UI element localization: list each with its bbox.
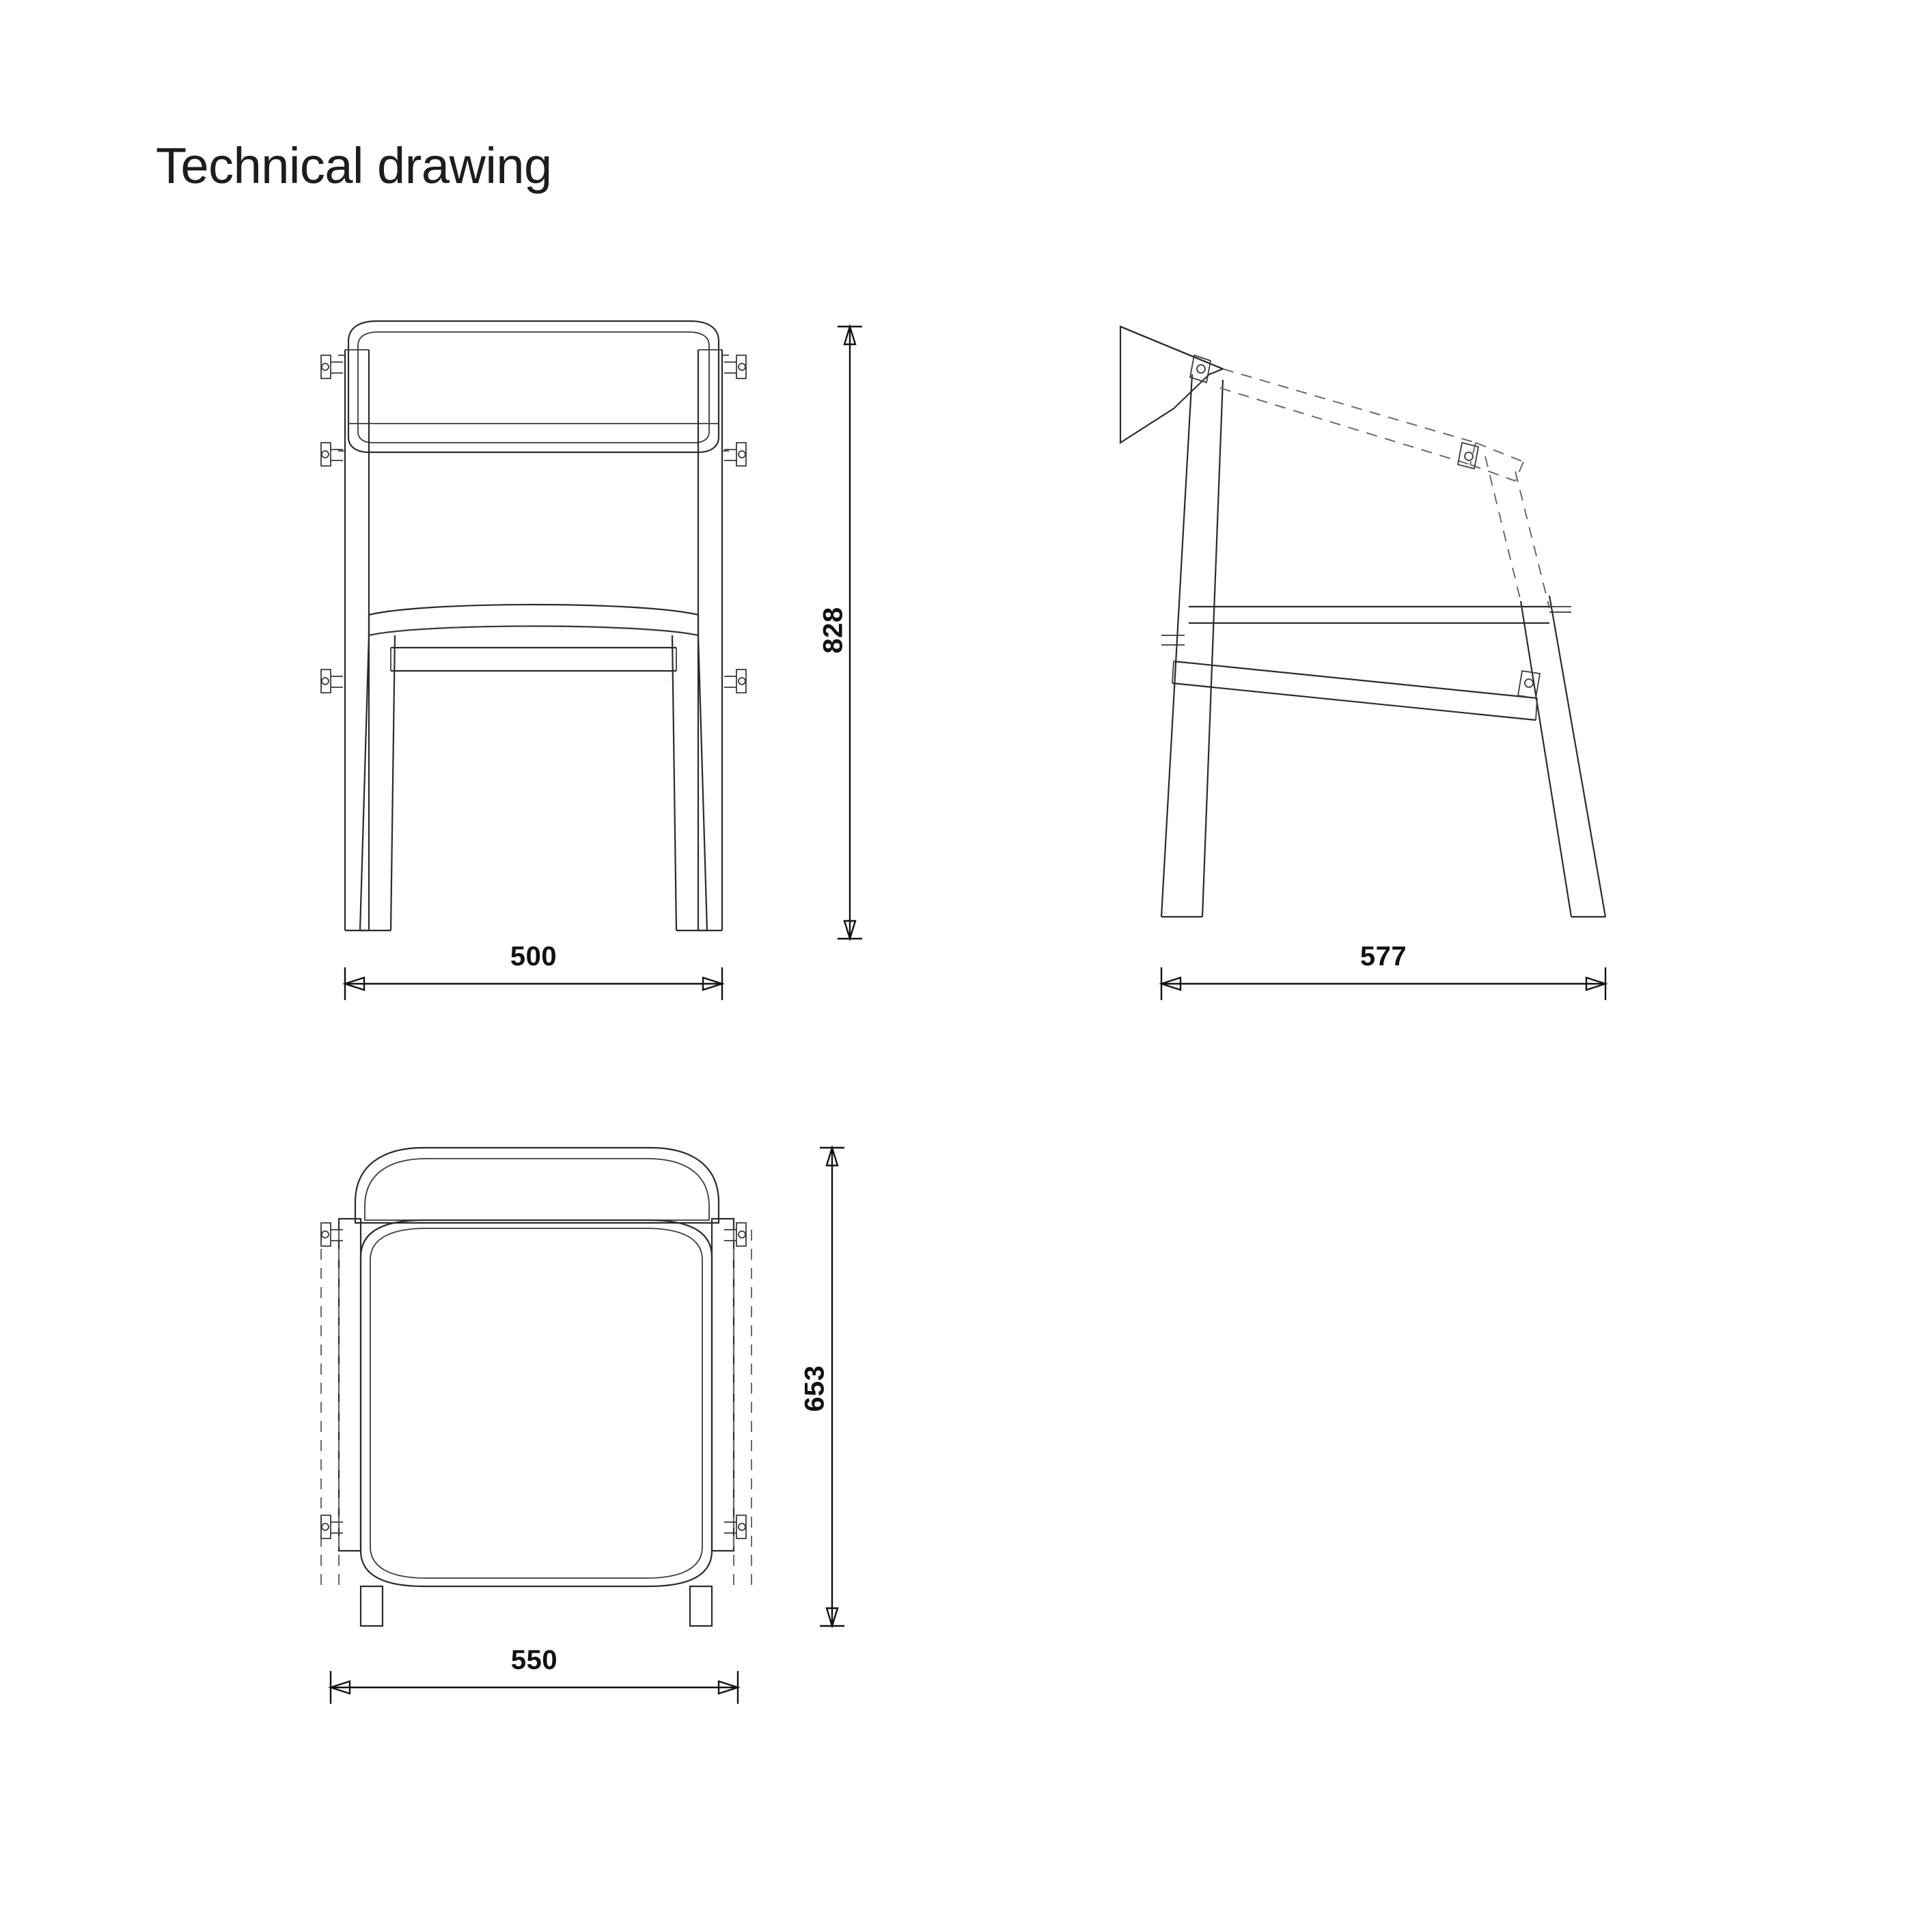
top-depth-label: 653: [799, 1365, 830, 1412]
top-view: [321, 1148, 751, 1626]
side-depth-label: 577: [1360, 941, 1407, 971]
side-depth-dimension: [1161, 967, 1605, 1000]
front-view: [321, 321, 746, 930]
top-width-dimension: [331, 1671, 738, 1704]
front-width-dimension: [345, 967, 722, 1000]
front-height-label: 828: [818, 607, 848, 654]
page-title: Technical drawing: [156, 137, 552, 194]
side-view: [1120, 327, 1605, 917]
front-width-label: 500: [510, 941, 557, 971]
top-width-label: 550: [510, 1645, 558, 1675]
